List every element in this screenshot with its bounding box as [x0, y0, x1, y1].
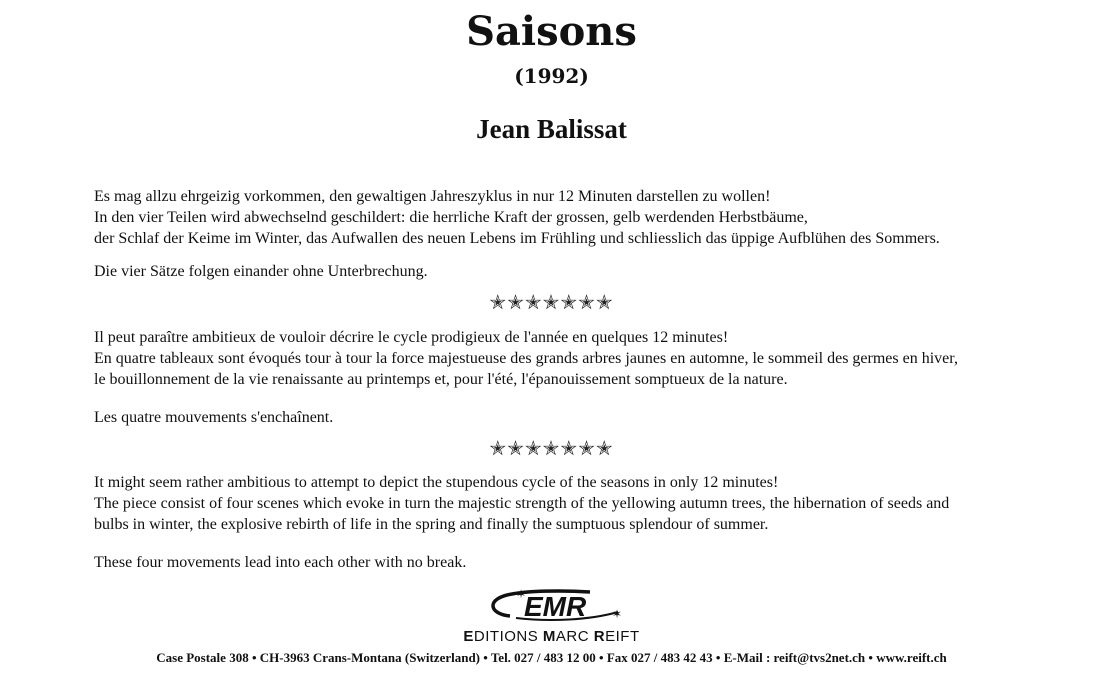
french-line-1: Il peut paraître ambitieux de vouloir décrire le cycle prodigieux de l'année en quelques 12 minutes! [94, 329, 729, 346]
separator-stars-1: ✭✭✭✭✭✭✭ [489, 292, 614, 314]
french-line-3: le bouillonnement de la vie renaissante au printemps et, pour l'été, l'épanouissement somptueux de la nature. [94, 371, 788, 388]
publisher-name [0, 628, 1103, 645]
publisher-contact-line: Case Postale 308 • CH-3963 Crans-Montana (Switzerland) • Tel. 027 / 483 12 00 • Fax 027 / 483 42 43 • E-Mail : reift@tvs2net.ch • www.reift.ch [156, 650, 947, 665]
german-note: Die vier Sätze folgen einander ohne Unterbrechung. [94, 263, 428, 280]
german-line-2: In den vier Teilen wird abwechselnd geschildert: die herrliche Kraft der grossen, gelb werdenden Herbstbäume, [94, 209, 808, 226]
work-title: Saisons [466, 8, 637, 55]
work-year: (1992) [514, 64, 589, 88]
english-note: These four movements lead into each other with no break. [94, 554, 467, 571]
publisher-initial-r: R [593, 628, 606, 645]
publisher-initial-e: E [463, 628, 474, 645]
publisher-part-eift: EIFT [605, 628, 640, 645]
german-description [94, 186, 1054, 249]
emr-logo-mark [440, 586, 680, 626]
separator-stars-2: ✭✭✭✭✭✭✭ [489, 438, 614, 460]
french-line-2: En quatre tableaux sont évoqués tour à tour la force majestueuse des grands arbres jaunes en automne, le sommeil des germes en hiver, [94, 350, 958, 367]
english-description [94, 472, 1054, 535]
english-line-2: The piece consist of four scenes which evoke in turn the majestic strength of the yellowing autumn trees, the hibernation of seeds and [94, 495, 950, 512]
logo-text: EMR [524, 591, 587, 622]
logo-star-right: ✶ [612, 607, 623, 621]
composer-name: Jean Balissat [476, 114, 627, 144]
english-line-3: bulbs in winter, the explosive rebirth of life in the spring and finally the sumptuous splendour of summer. [94, 516, 769, 533]
publisher-part-arc: ARC [555, 628, 594, 645]
english-line-1: It might seem rather ambitious to attempt to depict the stupendous cycle of the seasons in only 12 minutes! [94, 474, 779, 491]
german-line-3: der Schlaf der Keime im Winter, das Aufwallen des neuen Lebens im Frühling und schliesslich das üppige Aufblühen des Sommers. [94, 230, 940, 247]
german-line-1: Es mag allzu ehrgeizig vorkommen, den gewaltigen Jahreszyklus in nur 12 Minuten darstellen zu wollen! [94, 188, 771, 205]
french-note: Les quatre mouvements s'enchaînent. [94, 409, 334, 426]
logo-star-left: ✶ [516, 587, 527, 601]
publisher-part-ditions: DITIONS [473, 628, 543, 645]
french-description [94, 327, 1054, 390]
publisher-initial-m: M [542, 628, 556, 645]
